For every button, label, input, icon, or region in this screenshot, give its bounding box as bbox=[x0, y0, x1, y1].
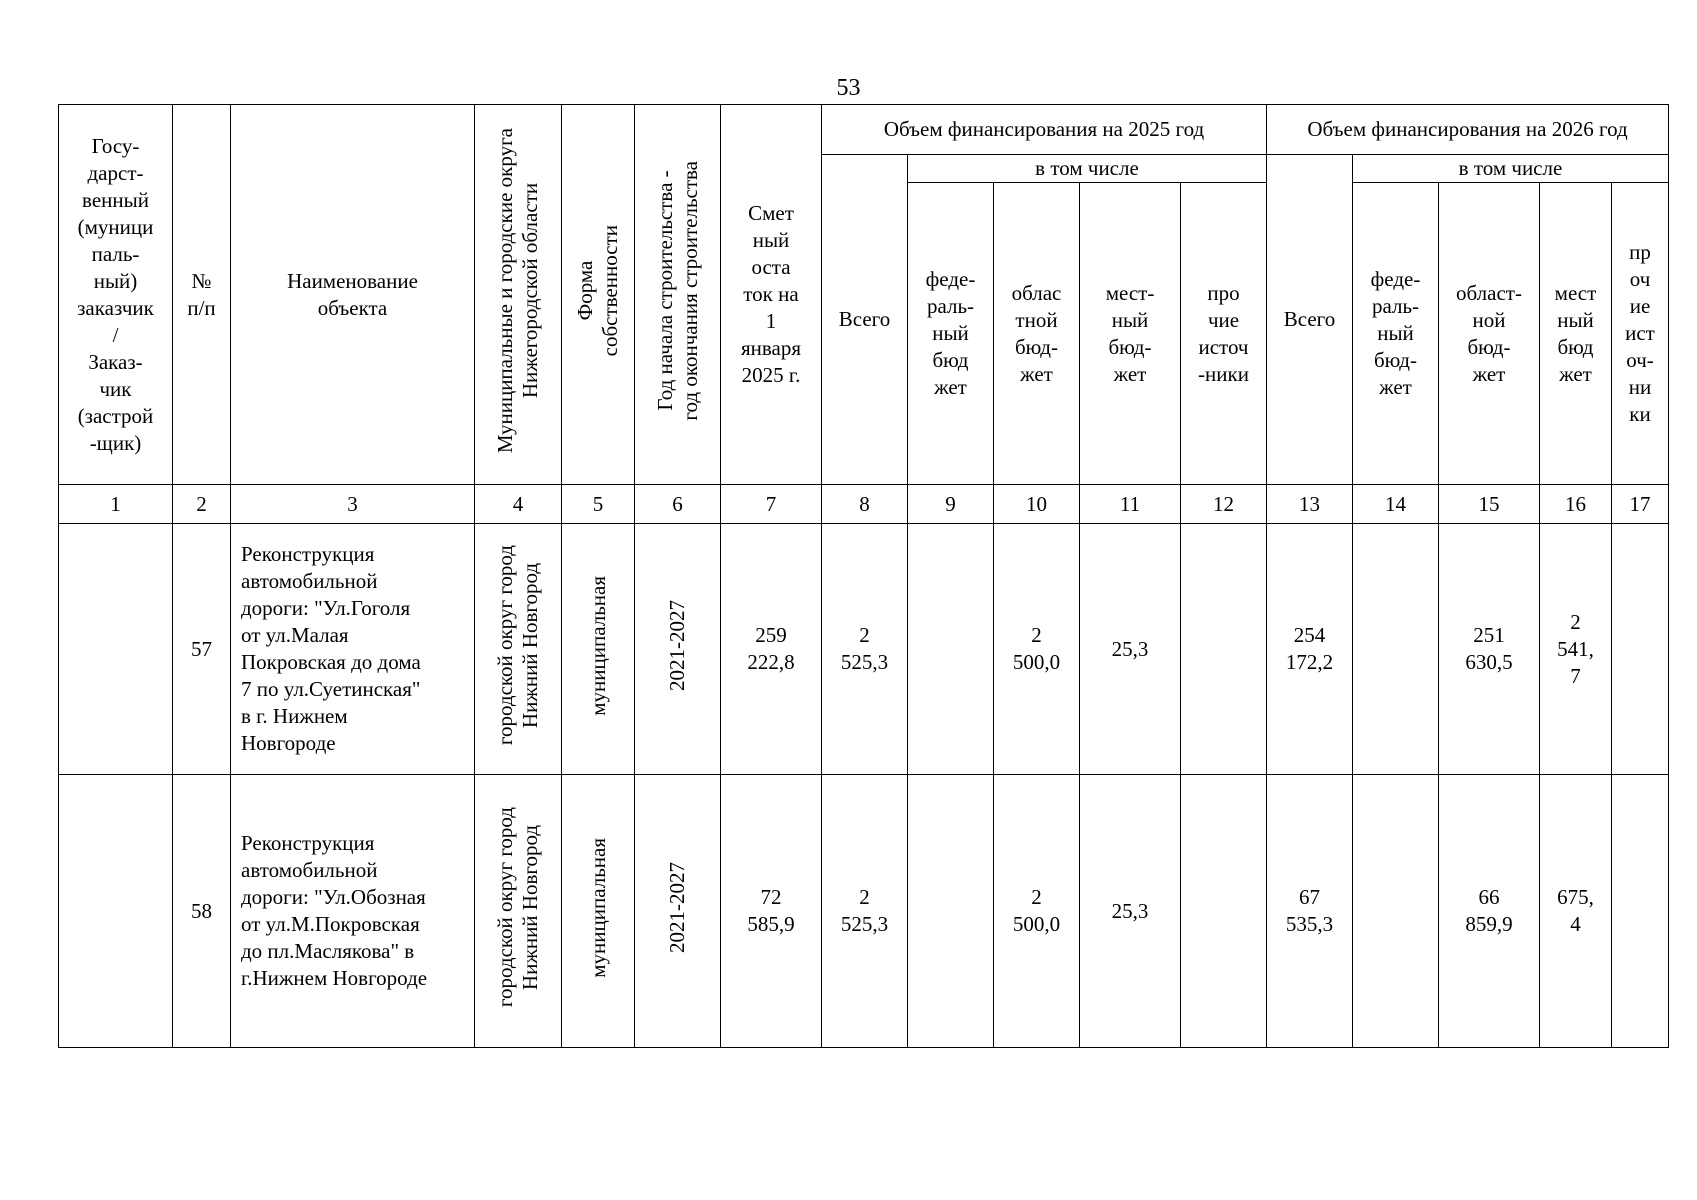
cell-num: 57 bbox=[173, 524, 231, 775]
cell-ownership: муниципальная bbox=[562, 524, 635, 775]
header-including-2025: в том числе bbox=[908, 155, 1267, 183]
header-local-2026: мест ный бюд жет bbox=[1540, 183, 1612, 485]
header-federal-2026: феде- раль- ный бюд- жет bbox=[1353, 183, 1439, 485]
column-number: 5 bbox=[562, 485, 635, 524]
header-total-2025: Всего bbox=[822, 155, 908, 485]
cell-municipality: городской округ город Нижний Новгород bbox=[475, 775, 562, 1048]
cell-federal-2025 bbox=[908, 524, 994, 775]
cell-local-2025: 25,3 bbox=[1080, 524, 1181, 775]
cell-local-2025: 25,3 bbox=[1080, 775, 1181, 1048]
cell-local-2026: 2 541, 7 bbox=[1540, 524, 1612, 775]
cell-total-2026: 67 535,3 bbox=[1267, 775, 1353, 1048]
header-other-2025: про чие источ -ники bbox=[1181, 183, 1267, 485]
table-row bbox=[59, 524, 1669, 775]
header-federal-2025: феде- раль- ный бюд жет bbox=[908, 183, 994, 485]
cell-total-2026: 254 172,2 bbox=[1267, 524, 1353, 775]
column-number: 16 bbox=[1540, 485, 1612, 524]
header-other-2026: пр оч ие ист оч- ни ки bbox=[1612, 183, 1669, 485]
column-number: 17 bbox=[1612, 485, 1669, 524]
cell-estimate: 259 222,8 bbox=[721, 524, 822, 775]
cell-municipality: городской округ город Нижний Новгород bbox=[475, 524, 562, 775]
column-number: 13 bbox=[1267, 485, 1353, 524]
financing-table bbox=[58, 104, 1669, 1048]
cell-estimate: 72 585,9 bbox=[721, 775, 822, 1048]
column-number: 11 bbox=[1080, 485, 1181, 524]
header-regional-2025: облас тной бюд- жет bbox=[994, 183, 1080, 485]
cell-years: 2021-2027 bbox=[635, 775, 721, 1048]
column-number: 8 bbox=[822, 485, 908, 524]
column-number: 14 bbox=[1353, 485, 1439, 524]
cell-local-2026: 675, 4 bbox=[1540, 775, 1612, 1048]
table-row bbox=[59, 775, 1669, 1048]
cell-num: 58 bbox=[173, 775, 231, 1048]
cell-years: 2021-2027 bbox=[635, 524, 721, 775]
column-number: 2 bbox=[173, 485, 231, 524]
page-number: 53 bbox=[836, 75, 861, 101]
cell-regional-2026: 251 630,5 bbox=[1439, 524, 1540, 775]
cell-other-2026 bbox=[1612, 775, 1669, 1048]
column-number: 7 bbox=[721, 485, 822, 524]
column-number: 4 bbox=[475, 485, 562, 524]
column-number-row bbox=[59, 485, 1669, 524]
cell-customer bbox=[59, 775, 173, 1048]
cell-other-2025 bbox=[1181, 524, 1267, 775]
column-number: 6 bbox=[635, 485, 721, 524]
column-number: 12 bbox=[1181, 485, 1267, 524]
column-number: 10 bbox=[994, 485, 1080, 524]
cell-federal-2026 bbox=[1353, 775, 1439, 1048]
header-funding-2025: Объем финансирования на 2025 год bbox=[822, 105, 1267, 155]
cell-name: Реконструкция автомобильной дороги: "Ул.Обозная от ул.М.Покровская до пл.Маслякова" в г.Нижнем Новгороде bbox=[231, 775, 475, 1048]
header-years: Год начала строительства - год окончания строительства bbox=[635, 105, 721, 485]
cell-other-2025 bbox=[1181, 775, 1267, 1048]
header-municipality: Муниципальные и городские округа Нижегородской области bbox=[475, 105, 562, 485]
column-number: 1 bbox=[59, 485, 173, 524]
header-local-2025: мест- ный бюд- жет bbox=[1080, 183, 1181, 485]
cell-regional-2025: 2 500,0 bbox=[994, 524, 1080, 775]
column-number: 3 bbox=[231, 485, 475, 524]
header-name: Наименование объекта bbox=[231, 105, 475, 485]
header-customer: Госу- дарст- венный (муници паль- ный) заказчик / Заказ- чик (застрой -щик) bbox=[59, 105, 173, 485]
column-number: 15 bbox=[1439, 485, 1540, 524]
cell-name: Реконструкция автомобильной дороги: "Ул.Гоголя от ул.Малая Покровская до дома 7 по ул.Суетинская" в г. Нижнем Новгороде bbox=[231, 524, 475, 775]
cell-customer bbox=[59, 524, 173, 775]
header-ownership: Форма собственности bbox=[562, 105, 635, 485]
header-total-2026: Всего bbox=[1267, 155, 1353, 485]
header-regional-2026: област- ной бюд- жет bbox=[1439, 183, 1540, 485]
cell-regional-2025: 2 500,0 bbox=[994, 775, 1080, 1048]
header-estimate: Смет ный оста ток на 1 января 2025 г. bbox=[721, 105, 822, 485]
header-funding-2026: Объем финансирования на 2026 год bbox=[1267, 105, 1669, 155]
column-number: 9 bbox=[908, 485, 994, 524]
header-num: № п/п bbox=[173, 105, 231, 485]
header-including-2026: в том числе bbox=[1353, 155, 1669, 183]
cell-other-2026 bbox=[1612, 524, 1669, 775]
cell-federal-2026 bbox=[1353, 524, 1439, 775]
cell-total-2025: 2 525,3 bbox=[822, 775, 908, 1048]
cell-regional-2026: 66 859,9 bbox=[1439, 775, 1540, 1048]
cell-ownership: муниципальная bbox=[562, 775, 635, 1048]
cell-federal-2025 bbox=[908, 775, 994, 1048]
cell-total-2025: 2 525,3 bbox=[822, 524, 908, 775]
